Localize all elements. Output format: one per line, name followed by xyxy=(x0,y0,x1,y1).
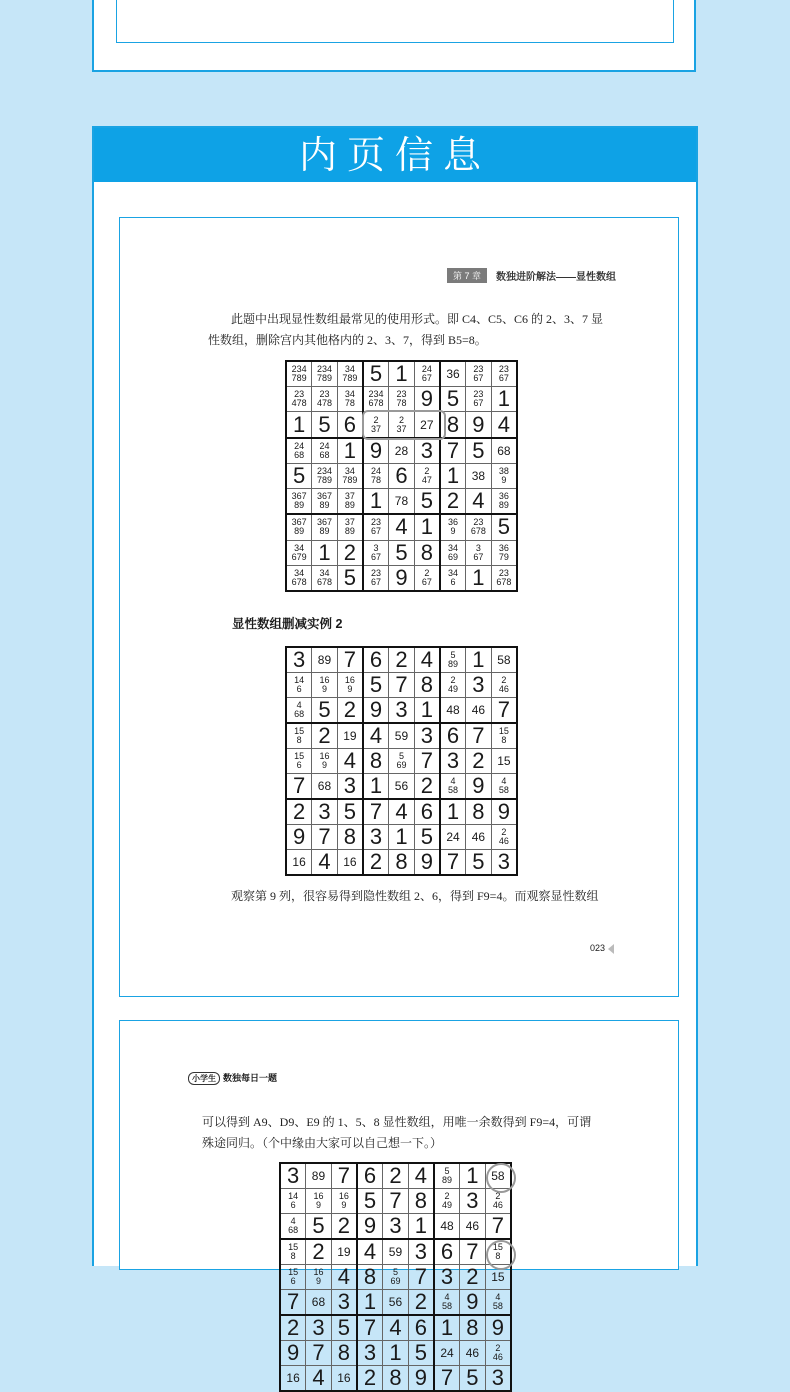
section-banner: 内页信息 xyxy=(94,128,696,182)
grid-cell: 4 xyxy=(357,1239,383,1265)
grid-cell: 3 xyxy=(357,1340,383,1365)
grid-cell: 367 89 xyxy=(286,489,312,515)
grid-cell: 6 xyxy=(408,1315,434,1341)
grid-cell: 4 xyxy=(414,647,440,673)
grid-row xyxy=(286,773,517,799)
grid-cell: 1 xyxy=(363,773,389,799)
grid-cell: 5 69 xyxy=(389,748,415,773)
grid-cell: 5 xyxy=(466,849,492,875)
grid-cell: 15 6 xyxy=(286,748,312,773)
grid-cell: 5 xyxy=(408,1340,434,1365)
grid-cell: 46 xyxy=(466,697,492,723)
grid-cell: 15 xyxy=(491,748,517,773)
grid-cell: 4 58 xyxy=(440,773,466,799)
grid-cell: 3 xyxy=(414,438,440,464)
grid-cell: 5 xyxy=(466,438,492,464)
grid-cell: 34 69 xyxy=(440,540,466,565)
grid-row xyxy=(280,1239,511,1265)
grid-row xyxy=(286,748,517,773)
grid-row xyxy=(280,1289,511,1315)
grid-cell: 4 xyxy=(337,748,363,773)
grid-cell: 9 xyxy=(363,697,389,723)
grid-row xyxy=(286,361,517,387)
grid-cell: 2 xyxy=(383,1163,409,1189)
grid-cell: 56 xyxy=(383,1289,409,1315)
grid-cell: 24 xyxy=(434,1340,460,1365)
previous-section-inner-frame xyxy=(116,0,674,43)
grid-cell: 2 37 xyxy=(363,412,389,438)
grid-cell: 2 xyxy=(337,697,363,723)
grid-cell: 24 68 xyxy=(312,438,338,464)
grid-cell: 5 xyxy=(286,463,312,488)
grid-cell: 2 46 xyxy=(485,1189,511,1214)
grid-cell: 5 xyxy=(331,1315,357,1341)
grid-cell: 2 46 xyxy=(485,1340,511,1365)
grid-cell: 5 xyxy=(414,489,440,515)
grid-cell: 3 xyxy=(312,799,338,825)
grid-cell: 7 xyxy=(383,1189,409,1214)
grid-row xyxy=(286,723,517,749)
grid-cell: 8 xyxy=(363,748,389,773)
grid-cell: 4 58 xyxy=(485,1289,511,1315)
grid-cell: 9 xyxy=(414,387,440,412)
grid-row xyxy=(286,647,517,673)
grid-cell: 36 9 xyxy=(440,514,466,540)
grid-cell: 19 xyxy=(337,723,363,749)
grid-cell: 3 xyxy=(383,1213,409,1239)
grid-cell: 5 xyxy=(312,697,338,723)
grid-cell: 9 xyxy=(408,1365,434,1391)
grid-cell: 2 xyxy=(440,489,466,515)
grid-cell: 8 xyxy=(389,849,415,875)
grid-cell: 9 xyxy=(286,824,312,849)
grid-cell: 5 69 xyxy=(383,1264,409,1289)
paragraph-line: 可以得到 A9、D9、E9 的 1、5、8 显性数组，用唯一余数得到 F9=4，可谓 xyxy=(202,1115,592,1129)
grid-cell: 15 8 xyxy=(491,723,517,749)
grid-cell: 234 789 xyxy=(312,463,338,488)
grid-cell: 9 xyxy=(363,438,389,464)
grid-cell: 9 xyxy=(280,1340,306,1365)
grid-cell: 1 xyxy=(466,647,492,673)
grid-cell: 9 xyxy=(491,799,517,825)
grid-cell: 4 xyxy=(312,849,338,875)
grid-cell: 8 xyxy=(337,824,363,849)
grid-cell: 4 xyxy=(363,723,389,749)
grid-cell: 9 xyxy=(389,565,415,591)
highlight-circle xyxy=(486,1163,516,1193)
grid-cell: 6 xyxy=(414,799,440,825)
highlight-circle xyxy=(486,1240,516,1270)
grid-cell: 5 xyxy=(363,361,389,387)
grid-cell: 78 xyxy=(389,489,415,515)
grid-cell: 367 89 xyxy=(312,489,338,515)
grid-cell: 23 478 xyxy=(312,387,338,412)
grid-cell: 1 xyxy=(383,1340,409,1365)
grid-cell: 5 xyxy=(337,799,363,825)
grid-row xyxy=(286,514,517,540)
grid-cell: 9 xyxy=(485,1315,511,1341)
grid-cell: 4 68 xyxy=(280,1213,306,1239)
grid-cell: 1 xyxy=(363,489,389,515)
grid-cell: 36 xyxy=(440,361,466,387)
grid-cell: 16 9 xyxy=(312,748,338,773)
grid-cell: 7 xyxy=(434,1365,460,1391)
grid-cell: 7 xyxy=(440,438,466,464)
grid-cell: 234 789 xyxy=(286,361,312,387)
grid-cell: 2 37 xyxy=(389,412,415,438)
grid-cell: 23 67 xyxy=(363,565,389,591)
grid-cell: 3 xyxy=(491,849,517,875)
grid-row xyxy=(286,387,517,412)
grid-cell: 8 xyxy=(383,1365,409,1391)
grid-cell: 1 xyxy=(414,514,440,540)
grid-cell: 5 xyxy=(357,1189,383,1214)
grid-cell: 234 678 xyxy=(363,387,389,412)
grid-cell: 7 xyxy=(363,799,389,825)
grid-cell: 4 xyxy=(389,514,415,540)
highlight-box xyxy=(362,410,446,440)
grid-row xyxy=(280,1365,511,1391)
grid-cell: 14 6 xyxy=(286,673,312,698)
page-number-text: 023 xyxy=(590,943,606,953)
grid-cell: 23 67 xyxy=(491,361,517,387)
grid-cell: 58 xyxy=(485,1163,511,1189)
paragraph-line: 殊途同归。（个中缘由大家可以自己想一下。） xyxy=(202,1136,443,1150)
grid-cell: 89 xyxy=(306,1163,332,1189)
grid-cell: 7 xyxy=(485,1213,511,1239)
sudoku-grid-3 xyxy=(279,1162,512,1392)
grid-cell: 34 789 xyxy=(337,463,363,488)
grid-cell: 23 478 xyxy=(286,387,312,412)
grid-cell: 2 xyxy=(389,647,415,673)
grid-cell: 1 xyxy=(466,565,492,591)
grid-cell: 14 6 xyxy=(280,1189,306,1214)
grid-cell: 5 xyxy=(440,387,466,412)
grid-cell: 23 67 xyxy=(466,361,492,387)
grid-cell: 16 xyxy=(337,849,363,875)
grid-cell: 46 xyxy=(466,824,492,849)
grid-row xyxy=(286,824,517,849)
grid-cell: 3 67 xyxy=(466,540,492,565)
grid-cell: 2 xyxy=(363,849,389,875)
logo-title: 数独每日一题 xyxy=(223,1073,278,1083)
book-logo xyxy=(188,1071,277,1085)
grid-cell: 2 46 xyxy=(491,673,517,698)
grid-cell: 4 xyxy=(331,1264,357,1289)
grid-cell: 2 xyxy=(414,773,440,799)
grid-cell: 2 xyxy=(331,1213,357,1239)
grid-cell: 1 xyxy=(440,799,466,825)
grid-cell: 46 xyxy=(460,1213,486,1239)
grid-cell: 2 xyxy=(460,1264,486,1289)
grid-cell: 1 xyxy=(389,361,415,387)
grid-cell: 8 xyxy=(357,1264,383,1289)
grid-cell: 3 xyxy=(363,824,389,849)
grid-cell: 5 89 xyxy=(434,1163,460,1189)
grid-row xyxy=(280,1340,511,1365)
grid-cell: 36 89 xyxy=(491,489,517,515)
grid-cell: 1 xyxy=(312,540,338,565)
grid-cell: 3 67 xyxy=(363,540,389,565)
grid-row xyxy=(286,489,517,515)
grid-cell: 3 xyxy=(286,647,312,673)
grid-cell: 5 xyxy=(337,565,363,591)
grid-cell: 3 xyxy=(414,723,440,749)
grid-cell: 5 xyxy=(306,1213,332,1239)
grid-cell: 2 46 xyxy=(491,824,517,849)
grid-cell: 367 89 xyxy=(312,514,338,540)
grid-cell: 2 xyxy=(280,1315,306,1341)
grid-cell: 6 xyxy=(337,412,363,438)
grid-row xyxy=(280,1189,511,1214)
grid-cell: 8 xyxy=(414,673,440,698)
grid-cell: 3 xyxy=(434,1264,460,1289)
grid-cell: 48 xyxy=(440,697,466,723)
grid-cell: 23 678 xyxy=(466,514,492,540)
grid-cell: 23 678 xyxy=(491,565,517,591)
grid-cell: 16 9 xyxy=(312,673,338,698)
chapter-title: 数独进阶解法——显性数组 xyxy=(496,272,616,283)
grid-cell: 3 xyxy=(389,697,415,723)
grid-cell: 34 678 xyxy=(312,565,338,591)
grid-cell: 24 xyxy=(440,824,466,849)
grid-cell: 16 9 xyxy=(306,1189,332,1214)
grid-cell: 1 xyxy=(491,387,517,412)
grid-cell: 16 xyxy=(286,849,312,875)
grid-row xyxy=(286,799,517,825)
grid-cell: 56 xyxy=(389,773,415,799)
grid-cell: 5 xyxy=(389,540,415,565)
grid-cell: 7 xyxy=(408,1264,434,1289)
grid-cell: 7 xyxy=(331,1163,357,1189)
grid-cell: 1 xyxy=(414,697,440,723)
sudoku-grid-1 xyxy=(285,360,518,592)
grid-cell: 58 xyxy=(491,647,517,673)
grid-cell: 7 xyxy=(312,824,338,849)
grid-cell: 27 xyxy=(414,412,440,438)
grid-cell: 5 xyxy=(312,412,338,438)
grid-cell: 24 67 xyxy=(414,361,440,387)
grid-cell: 16 xyxy=(280,1365,306,1391)
grid-cell: 6 xyxy=(363,647,389,673)
grid-cell: 38 xyxy=(466,463,492,488)
grid-cell: 8 xyxy=(331,1340,357,1365)
grid-row xyxy=(280,1264,511,1289)
grid-cell: 34 6 xyxy=(440,565,466,591)
grid-cell: 3 xyxy=(280,1163,306,1189)
grid-cell: 1 xyxy=(408,1213,434,1239)
grid-cell: 2 xyxy=(357,1365,383,1391)
grid-cell: 1 xyxy=(286,412,312,438)
grid-cell: 68 xyxy=(491,438,517,464)
grid-cell: 3 xyxy=(331,1289,357,1315)
page-number xyxy=(590,943,614,954)
grid-cell: 2 xyxy=(306,1239,332,1265)
grid-cell: 8 xyxy=(460,1315,486,1341)
grid-cell: 2 67 xyxy=(414,565,440,591)
grid-cell: 7 xyxy=(466,723,492,749)
grid-cell: 2 xyxy=(286,799,312,825)
grid-cell: 3 xyxy=(466,673,492,698)
grid-cell: 16 9 xyxy=(331,1189,357,1214)
grid-cell: 7 xyxy=(357,1315,383,1341)
grid-row xyxy=(286,849,517,875)
grid-cell: 5 89 xyxy=(440,647,466,673)
grid-cell: 23 78 xyxy=(389,387,415,412)
grid-cell: 3 xyxy=(485,1365,511,1391)
grid-row xyxy=(286,565,517,591)
grid-row xyxy=(286,438,517,464)
grid-cell: 3 xyxy=(460,1189,486,1214)
grid-cell: 4 58 xyxy=(491,773,517,799)
grid-cell: 24 68 xyxy=(286,438,312,464)
grid-cell: 24 78 xyxy=(363,463,389,488)
grid-cell: 1 xyxy=(440,463,466,488)
grid-cell: 34 78 xyxy=(337,387,363,412)
grid-cell: 4 xyxy=(466,489,492,515)
grid-cell: 3 xyxy=(408,1239,434,1265)
grid-cell: 59 xyxy=(383,1239,409,1265)
grid-cell: 7 xyxy=(414,748,440,773)
grid-cell: 2 49 xyxy=(440,673,466,698)
grid-cell: 4 xyxy=(389,799,415,825)
grid-cell: 9 xyxy=(357,1213,383,1239)
grid-cell: 2 xyxy=(408,1289,434,1315)
grid-cell: 37 89 xyxy=(337,489,363,515)
grid-cell: 36 79 xyxy=(491,540,517,565)
grid-cell: 5 xyxy=(460,1365,486,1391)
grid-cell: 89 xyxy=(312,647,338,673)
logo-mark: 小学生 xyxy=(188,1072,220,1085)
grid-cell: 59 xyxy=(389,723,415,749)
grid-cell: 15 6 xyxy=(280,1264,306,1289)
grid-cell: 8 xyxy=(466,799,492,825)
grid-cell: 34 789 xyxy=(337,361,363,387)
grid-cell: 4 xyxy=(491,412,517,438)
grid-cell: 23 67 xyxy=(466,387,492,412)
grid-cell: 48 xyxy=(434,1213,460,1239)
grid-cell: 16 9 xyxy=(337,673,363,698)
grid-row xyxy=(280,1315,511,1341)
grid-row xyxy=(286,673,517,698)
grid-cell: 46 xyxy=(460,1340,486,1365)
grid-cell: 15 xyxy=(485,1264,511,1289)
grid-cell: 23 67 xyxy=(363,514,389,540)
grid-cell: 68 xyxy=(312,773,338,799)
grid-cell: 28 xyxy=(389,438,415,464)
subheading: 显性数组删减实例 2 xyxy=(232,617,343,631)
grid-cell: 9 xyxy=(460,1289,486,1315)
grid-cell: 7 xyxy=(440,849,466,875)
grid-cell: 9 xyxy=(466,773,492,799)
grid-cell: 2 xyxy=(337,540,363,565)
grid-cell: 34 679 xyxy=(286,540,312,565)
paragraph-line: 性数组，删除宫内其他格内的 2、3、7，得到 B5=8。 xyxy=(208,333,487,347)
grid-cell: 15 8 xyxy=(286,723,312,749)
grid-cell: 7 xyxy=(280,1289,306,1315)
grid-cell: 4 68 xyxy=(286,697,312,723)
grid-cell: 1 xyxy=(434,1315,460,1341)
grid-cell: 9 xyxy=(466,412,492,438)
grid-cell: 5 xyxy=(363,673,389,698)
grid-cell: 37 89 xyxy=(337,514,363,540)
grid-cell: 16 9 xyxy=(306,1264,332,1289)
grid-cell: 7 xyxy=(286,773,312,799)
chapter-tag: 第 7 章 xyxy=(447,268,487,283)
grid-cell: 8 xyxy=(414,540,440,565)
grid-cell: 8 xyxy=(408,1189,434,1214)
grid-cell: 7 xyxy=(460,1239,486,1265)
grid-cell: 2 47 xyxy=(414,463,440,488)
grid-cell: 19 xyxy=(331,1239,357,1265)
grid-cell: 34 678 xyxy=(286,565,312,591)
grid-cell: 15 8 xyxy=(485,1239,511,1265)
grid-cell: 1 xyxy=(389,824,415,849)
grid-cell: 7 xyxy=(306,1340,332,1365)
grid-row xyxy=(286,540,517,565)
grid-cell: 2 xyxy=(466,748,492,773)
grid-cell: 7 xyxy=(491,697,517,723)
grid-cell: 3 xyxy=(337,773,363,799)
grid-row xyxy=(286,697,517,723)
grid-cell: 4 58 xyxy=(434,1289,460,1315)
grid-cell: 6 xyxy=(357,1163,383,1189)
grid-cell: 68 xyxy=(306,1289,332,1315)
grid-cell: 15 8 xyxy=(280,1239,306,1265)
paragraph-line: 此题中出现显性数组最常见的使用形式。即 C4、C5、C6 的 2、3、7 显 xyxy=(231,312,604,326)
grid-row xyxy=(280,1163,511,1189)
grid-cell: 1 xyxy=(357,1289,383,1315)
grid-cell: 234 789 xyxy=(312,361,338,387)
paragraph-line: 观察第 9 列，很容易得到隐性数组 2、6，得到 F9=4。而观察显性数组 xyxy=(231,889,599,903)
grid-row xyxy=(286,463,517,488)
grid-cell: 6 xyxy=(434,1239,460,1265)
grid-cell: 7 xyxy=(389,673,415,698)
grid-cell: 2 xyxy=(312,723,338,749)
grid-cell: 4 xyxy=(408,1163,434,1189)
grid-cell: 1 xyxy=(460,1163,486,1189)
grid-cell: 2 49 xyxy=(434,1189,460,1214)
grid-row xyxy=(280,1213,511,1239)
grid-cell: 3 xyxy=(440,748,466,773)
sample-page-023 xyxy=(119,217,679,997)
grid-cell: 5 xyxy=(414,824,440,849)
grid-cell: 6 xyxy=(389,463,415,488)
grid-cell: 7 xyxy=(337,647,363,673)
grid-cell: 4 xyxy=(383,1315,409,1341)
grid-cell: 9 xyxy=(414,849,440,875)
triangle-icon xyxy=(608,944,614,954)
grid-cell: 16 xyxy=(331,1365,357,1391)
grid-cell: 8 xyxy=(440,412,466,438)
sudoku-grid-2 xyxy=(285,646,518,876)
previous-section-card xyxy=(92,0,696,72)
grid-cell: 4 xyxy=(306,1365,332,1391)
grid-cell: 367 89 xyxy=(286,514,312,540)
grid-cell: 1 xyxy=(337,438,363,464)
grid-cell: 5 xyxy=(491,514,517,540)
grid-cell: 3 xyxy=(306,1315,332,1341)
grid-cell: 6 xyxy=(440,723,466,749)
grid-cell: 38 9 xyxy=(491,463,517,488)
